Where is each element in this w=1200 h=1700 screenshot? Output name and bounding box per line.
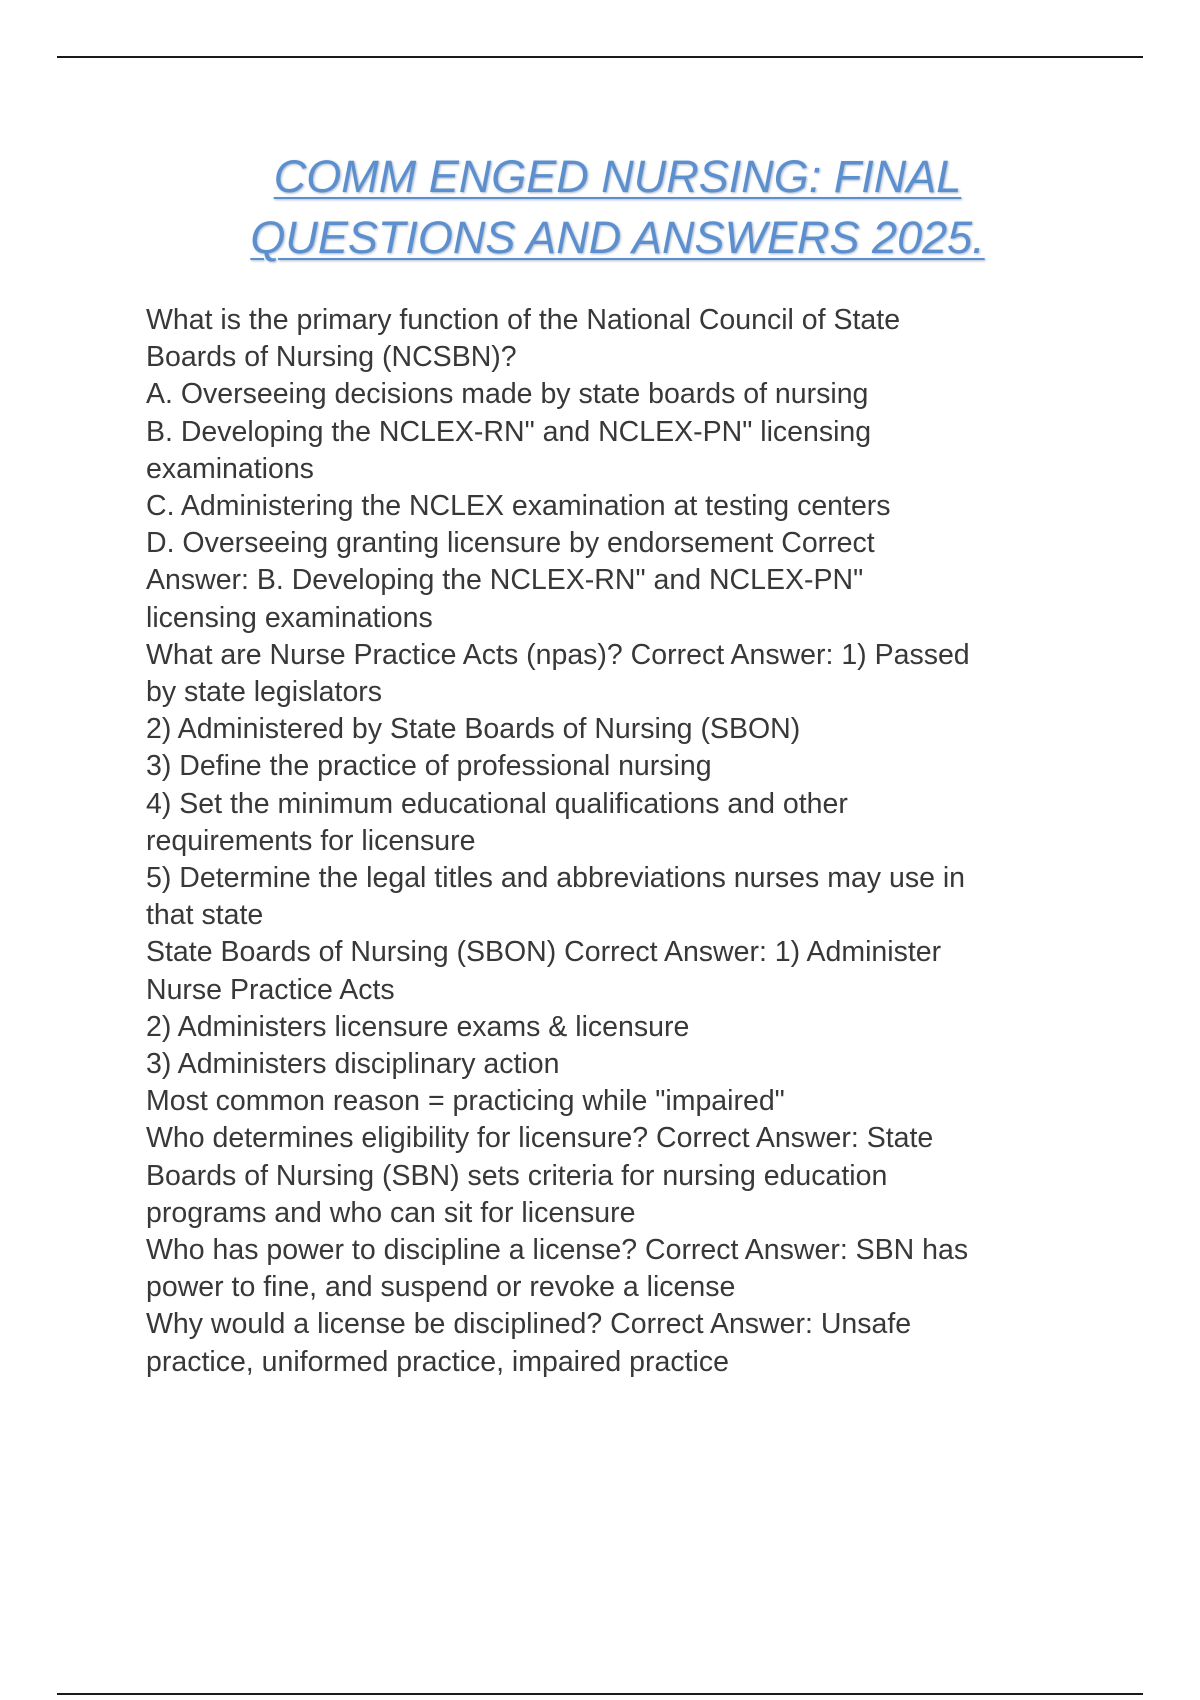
body-line: Who determines eligibility for licensure? Correct Answer: State bbox=[146, 1122, 934, 1155]
body-line: licensing examinations bbox=[146, 601, 433, 634]
body-line: requirements for licensure bbox=[146, 824, 476, 857]
body-line: C. Administering the NCLEX examination at testing centers bbox=[146, 490, 891, 523]
body-line: 5) Determine the legal titles and abbreviations nurses may use in bbox=[146, 862, 966, 895]
body-line: Who has power to discipline a license? Correct Answer: SBN has bbox=[146, 1234, 969, 1267]
body-line: programs and who can sit for licensure bbox=[146, 1196, 636, 1229]
body-line: 4) Set the minimum educational qualifications and other bbox=[146, 787, 848, 820]
header-rule bbox=[57, 56, 1143, 58]
body-line: Boards of Nursing (SBN) sets criteria for nursing education bbox=[146, 1159, 888, 1192]
body-line: power to fine, and suspend or revoke a license bbox=[146, 1271, 736, 1304]
body-line: Why would a license be disciplined? Correct Answer: Unsafe bbox=[146, 1308, 912, 1341]
body-line: Answer: B. Developing the NCLEX-RN" and NCLEX-PN" bbox=[146, 564, 864, 597]
body-line: that state bbox=[146, 899, 264, 932]
body-line: What is the primary function of the National Council of State bbox=[146, 304, 901, 336]
body-line: Nurse Practice Acts bbox=[146, 973, 395, 1006]
body-line: 2) Administered by State Boards of Nursing (SBON) bbox=[146, 713, 801, 746]
body-line: practice, uniformed practice, impaired practice bbox=[146, 1345, 729, 1378]
body-line: D. Overseeing granting licensure by endorsement Correct bbox=[146, 527, 875, 560]
body-line: 3) Administers disciplinary action bbox=[146, 1048, 560, 1081]
title-line-2: QUESTIONS AND ANSWERS 2025. bbox=[250, 212, 985, 263]
body-line: examinations bbox=[146, 452, 314, 485]
body-line: Boards of Nursing (NCSBN)? bbox=[146, 341, 517, 374]
body-line: 2) Administers licensure exams & licensure bbox=[146, 1010, 690, 1043]
body-line: Most common reason = practicing while "impaired" bbox=[146, 1085, 785, 1118]
body-line: B. Developing the NCLEX-RN" and NCLEX-PN" licensing bbox=[146, 415, 872, 448]
body-line: A. Overseeing decisions made by state boards of nursing bbox=[146, 378, 869, 411]
body-line: by state legislators bbox=[146, 676, 383, 709]
body-line: What are Nurse Practice Acts (npas)? Correct Answer: 1) Passed bbox=[146, 638, 970, 671]
footer-rule bbox=[57, 1693, 1143, 1695]
document-title bbox=[0, 146, 1200, 268]
document-body bbox=[146, 302, 1146, 1381]
body-line: State Boards of Nursing (SBON) Correct Answer: 1) Administer bbox=[146, 936, 942, 969]
body-line: 3) Define the practice of professional nursing bbox=[146, 750, 712, 783]
title-line-1: COMM ENGED NURSING: FINAL bbox=[273, 151, 962, 202]
